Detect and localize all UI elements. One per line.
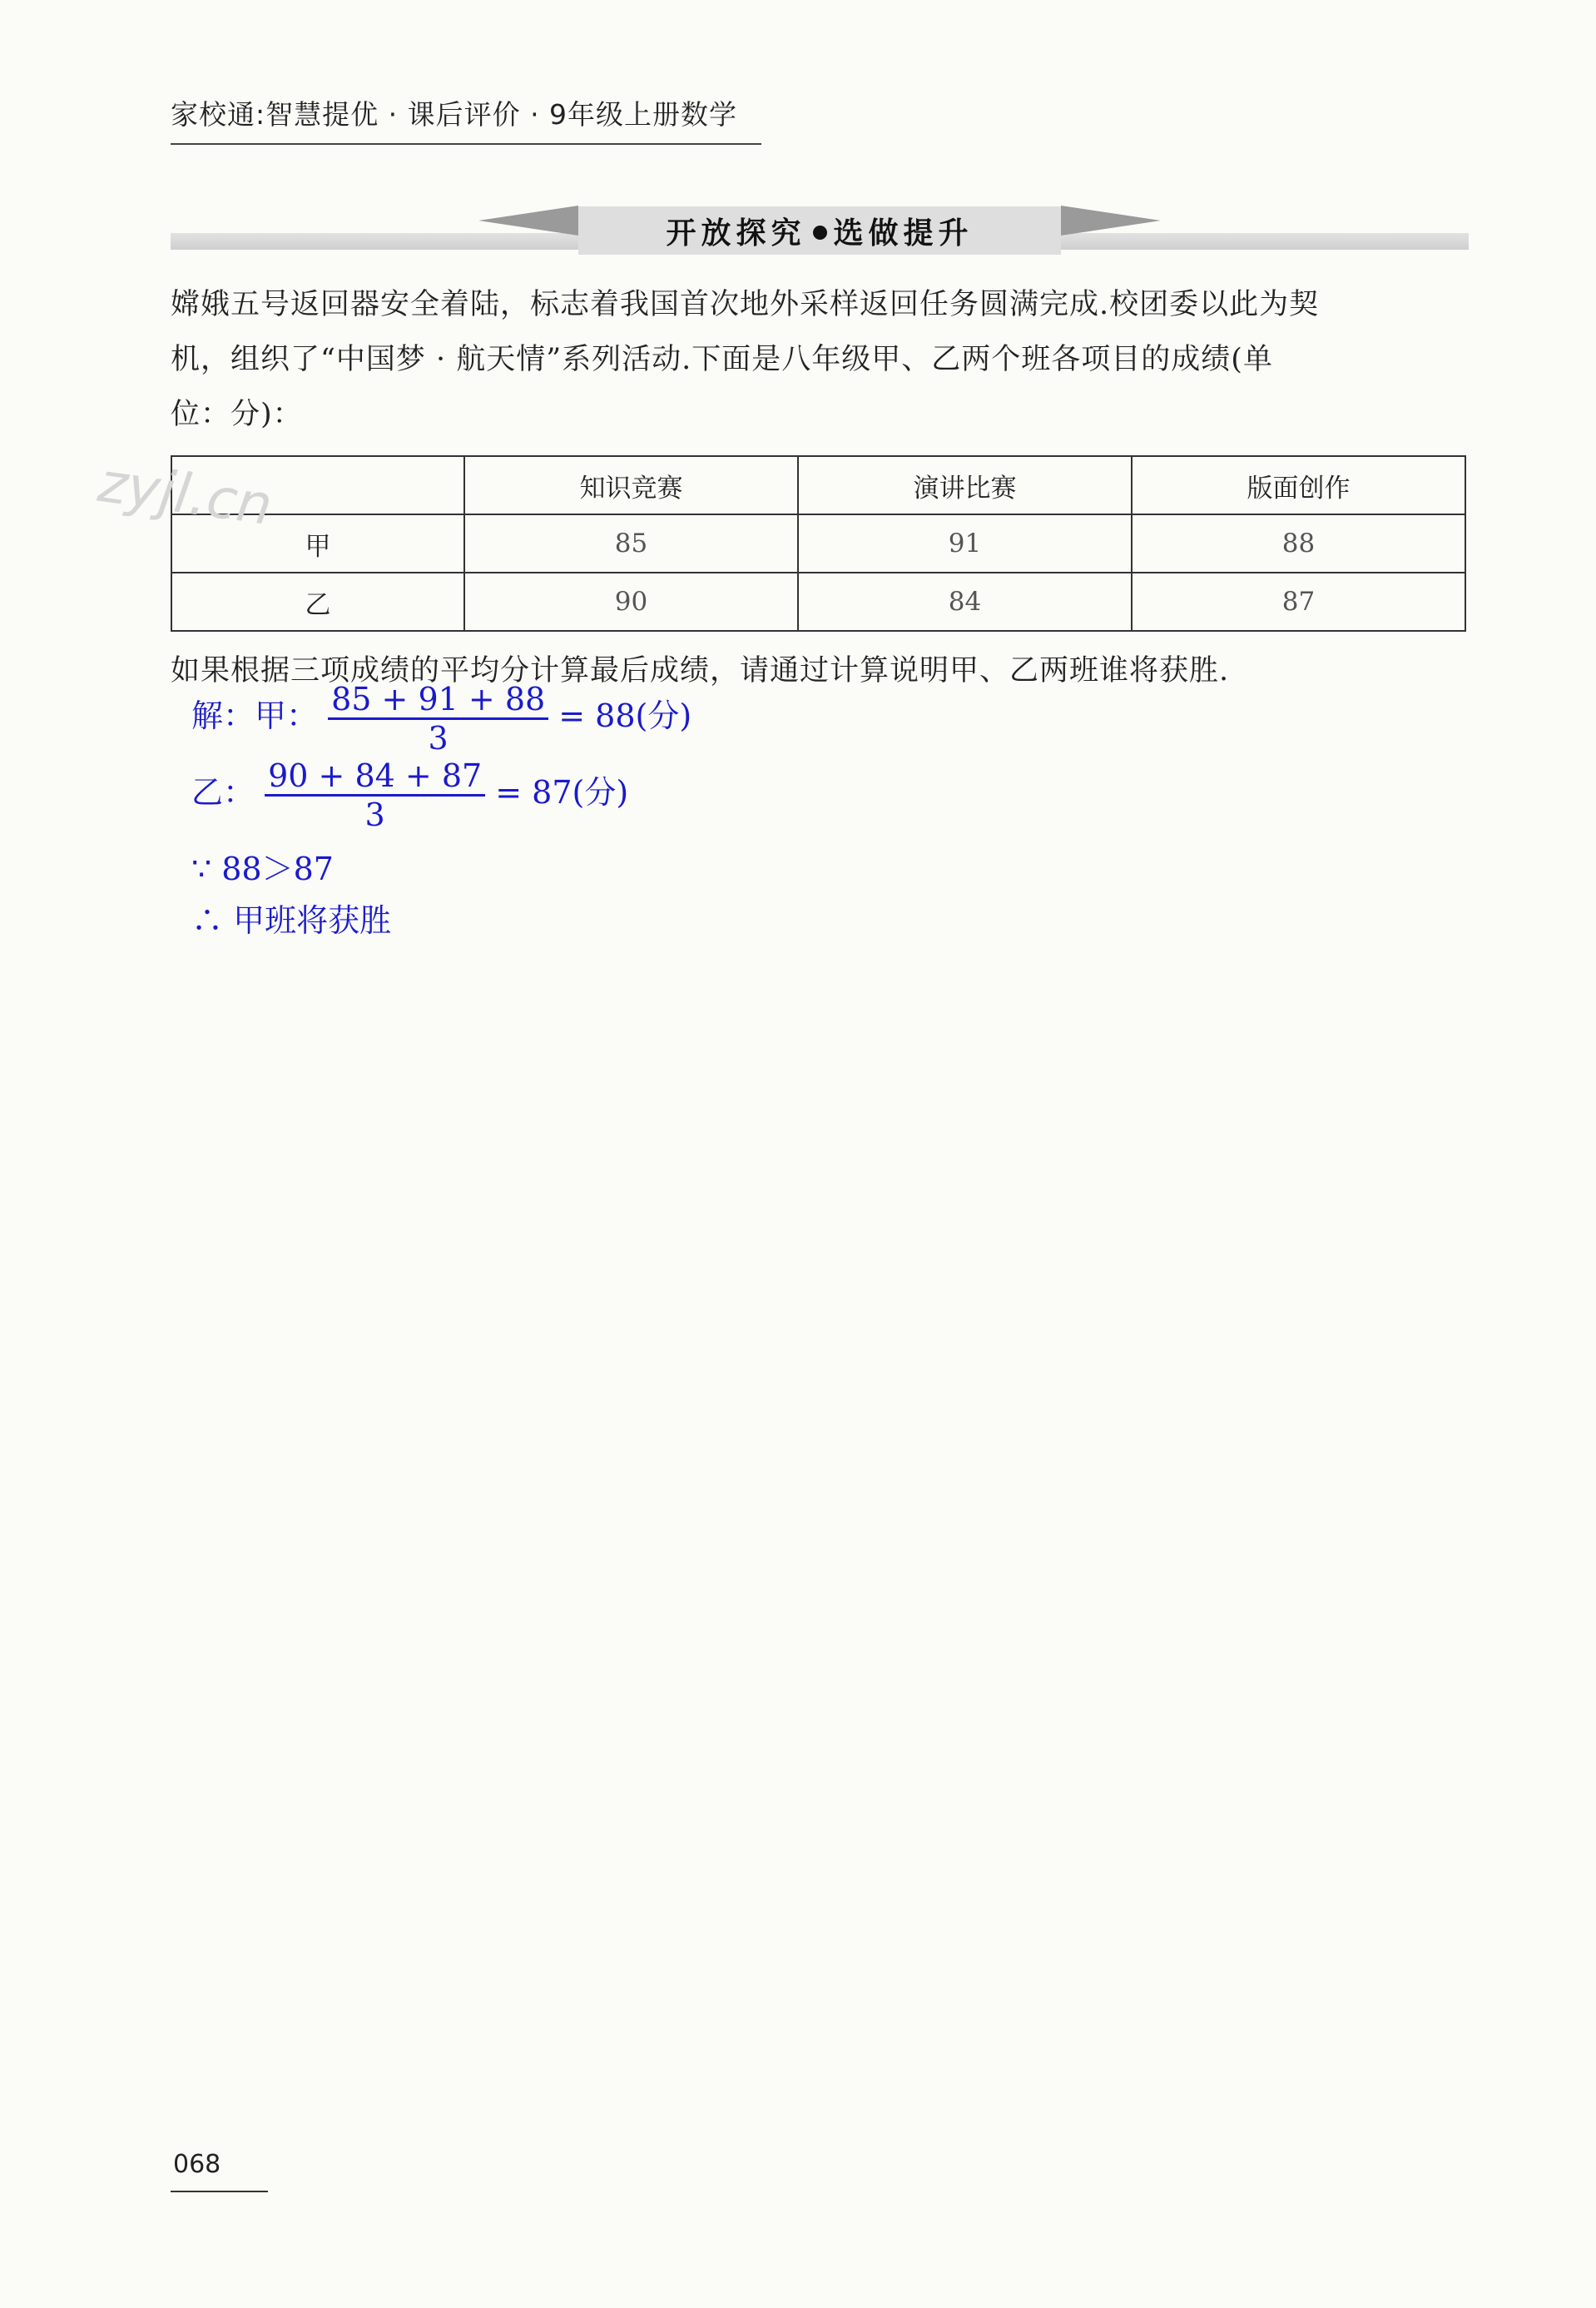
table-row	[171, 573, 1465, 631]
answer-jia-result: = 88(分)	[558, 697, 692, 734]
fraction-numerator: 90 + 84 + 87	[265, 757, 485, 797]
table-cell: 88	[1132, 514, 1465, 573]
header-rule	[171, 143, 761, 145]
page-number-rule	[171, 2191, 268, 2192]
fraction-denominator: 3	[428, 720, 449, 757]
fraction-denominator: 3	[364, 797, 385, 833]
table-cell: 84	[798, 573, 1132, 631]
table-cell: 85	[464, 514, 798, 573]
banner-right-arrow	[1061, 206, 1161, 236]
banner-left-label: 开放探究	[666, 216, 806, 251]
problem-line-3: 位：分)：	[171, 398, 303, 431]
table-cell: 90	[464, 573, 798, 631]
row-label: 甲	[171, 514, 464, 573]
table-header-row	[171, 456, 1465, 514]
problem-line-1: 嫦娥五号返回器安全着陆，标志着我国首次地外采样返回任务圆满完成.校团委以此为契	[171, 288, 1320, 321]
page-number: 068	[173, 2150, 221, 2179]
running-header: 家校通:智慧提优 · 课后评价 · 9年级上册数学	[171, 98, 738, 131]
table-cell: 91	[798, 514, 1132, 573]
answer-therefore: ∴ 甲班将获胜	[191, 902, 392, 939]
question-text: 如果根据三项成绩的平均分计算最后成绩，请通过计算说明甲、乙两班谁将获胜.	[171, 654, 1230, 687]
table-header-cell: 版面创作	[1132, 456, 1465, 514]
answer-yi	[191, 757, 628, 833]
bullet-dot-icon	[813, 226, 827, 240]
answer-jia	[191, 681, 691, 757]
answer-yi-prefix: 乙：	[191, 774, 255, 811]
section-banner	[578, 210, 1061, 252]
score-table	[171, 455, 1466, 632]
banner-right-label: 选做提升	[833, 216, 974, 251]
answer-jia-prefix: 解：甲：	[191, 697, 319, 734]
fraction-yi	[265, 757, 485, 833]
row-label: 乙	[171, 573, 464, 631]
table-header-cell: 知识竞赛	[464, 456, 798, 514]
answer-yi-result: = 87(分)	[495, 774, 629, 811]
table-row	[171, 514, 1465, 573]
watermark: zyjl.cn	[94, 449, 276, 539]
table-header-cell: 演讲比赛	[798, 456, 1132, 514]
banner-left-arrow	[478, 206, 578, 236]
fraction-numerator: 85 + 91 + 88	[328, 681, 548, 720]
problem-line-2: 机，组织了“中国梦 · 航天情”系列活动.下面是八年级甲、乙两个班各项目的成绩(单	[171, 343, 1273, 376]
table-cell: 87	[1132, 573, 1465, 631]
fraction-jia	[328, 681, 548, 757]
answer-because: ∵ 88＞87	[191, 851, 334, 887]
